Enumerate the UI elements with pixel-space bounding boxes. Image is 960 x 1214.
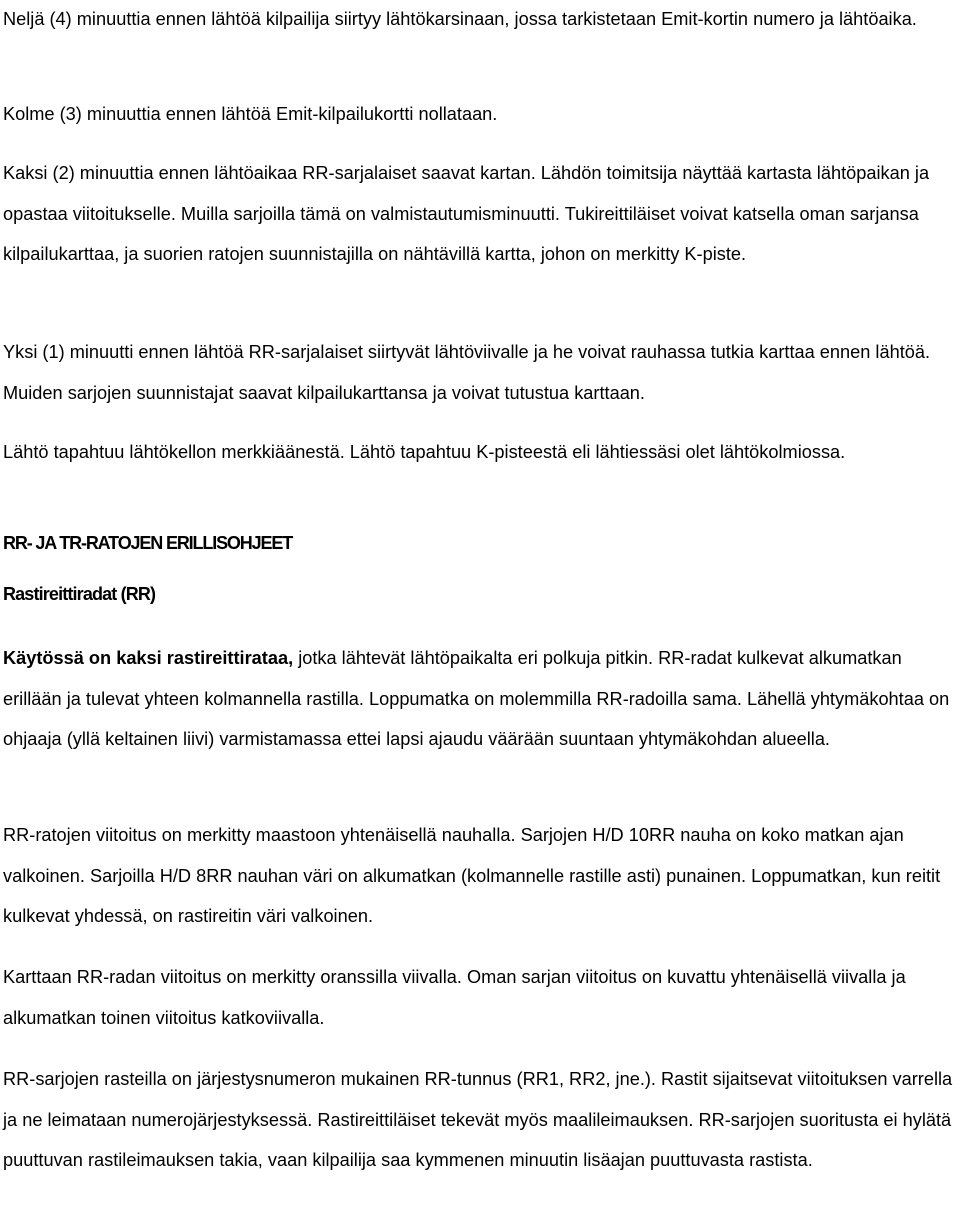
- paragraph-rr-marking: RR-ratojen viitoitus on merkitty maastoon yhtenäisellä nauhalla. Sarjojen H/D 10RR nauha on koko matkan ajan valkoinen. Sarjoilla H/D 8RR nauhan väri on alkumatkan (kolmannelle rastille asti) punainen. Loppumatkan, kun reitit kulkevat yhdessä, on rastireitin väri valkoinen.: [3, 825, 941, 926]
- paragraph-start-signal: Lähtö tapahtuu lähtökellon merkkiäänestä. Lähtö tapahtuu K-pisteestä eli lähtiessäsi olet lähtökolmiossa.: [3, 442, 846, 462]
- paragraph-start-1min: Yksi (1) minuutti ennen lähtöä RR-sarjalaiset siirtyvät lähtöviivalle ja he voivat rauhassa tutkia karttaa ennen lähtöä. Muiden sarjojen suunnistajat saavat kilpailukarttansa ja voivat tutustua karttaan.: [3, 342, 931, 403]
- paragraph-rr-routes: [3, 638, 957, 760]
- paragraph-rr-map-marking: Karttaan RR-radan viitoitus on merkitty oranssilla viivalla. Oman sarjan viitoitus on kuvattu yhtenäisellä viivalla ja alkumatkan toinen viitoitus katkoviivalla.: [3, 967, 906, 1028]
- paragraph-rr-controls: RR-sarjojen rasteilla on järjestysnumeron mukainen RR-tunnus (RR1, RR2, jne.). Rastit sijaitsevat viitoituksen varrella ja ne leimataan numerojärjestyksessä. Rastireittiläiset tekevät myös maalileimauksen. RR-sarjojen suoritusta ei hylätä puuttuvan rastileimauksen takia, vaan kilpailija saa kymmenen minuutin lisäajan puuttuvasta rastista.: [3, 1069, 953, 1170]
- paragraph-start-3min: Kolme (3) minuuttia ennen lähtöä Emit-kilpailukortti nollataan.: [3, 104, 498, 124]
- paragraph-start-4min: Neljä (4) minuuttia ennen lähtöä kilpailija siirtyy lähtökarsinaan, jossa tarkistetaan Emit-kortin numero ja lähtöaika.: [3, 9, 917, 29]
- paragraph-rr-routes-text: jotka lähtevät lähtöpaikalta eri polkuja pitkin. RR-radat kulkevat alkumatkan erillään ja tulevat yhteen kolmannella rastilla. Loppumatka on molemmilla RR-radoilla sama. Lähellä yhtymäkohtaa on ohjaaja (yllä keltainen liivi) varmistamassa ettei lapsi ajaudu väärään suuntaan yhtymäkohdan alueella.: [3, 648, 950, 749]
- section-heading: RR- JA TR-RATOJEN ERILLISOHJEET: [3, 533, 293, 553]
- paragraph-start-2min: Kaksi (2) minuuttia ennen lähtöaikaa RR-sarjalaiset saavat kartan. Lähdön toimitsija näyttää kartasta lähtöpaikan ja opastaa viitoitukselle. Muilla sarjoilla tämä on valmistautumisminuutti. Tukireittiläiset voivat katsella oman sarjansa kilpailukarttaa, ja suorien ratojen suunnistajilla on nähtävillä kartta, johon on merkitty K-piste.: [3, 163, 930, 264]
- paragraph-rr-routes-bold: Käytössä on kaksi rastireittirataa,: [3, 648, 294, 668]
- subsection-heading: Rastireittiradat (RR): [3, 584, 156, 604]
